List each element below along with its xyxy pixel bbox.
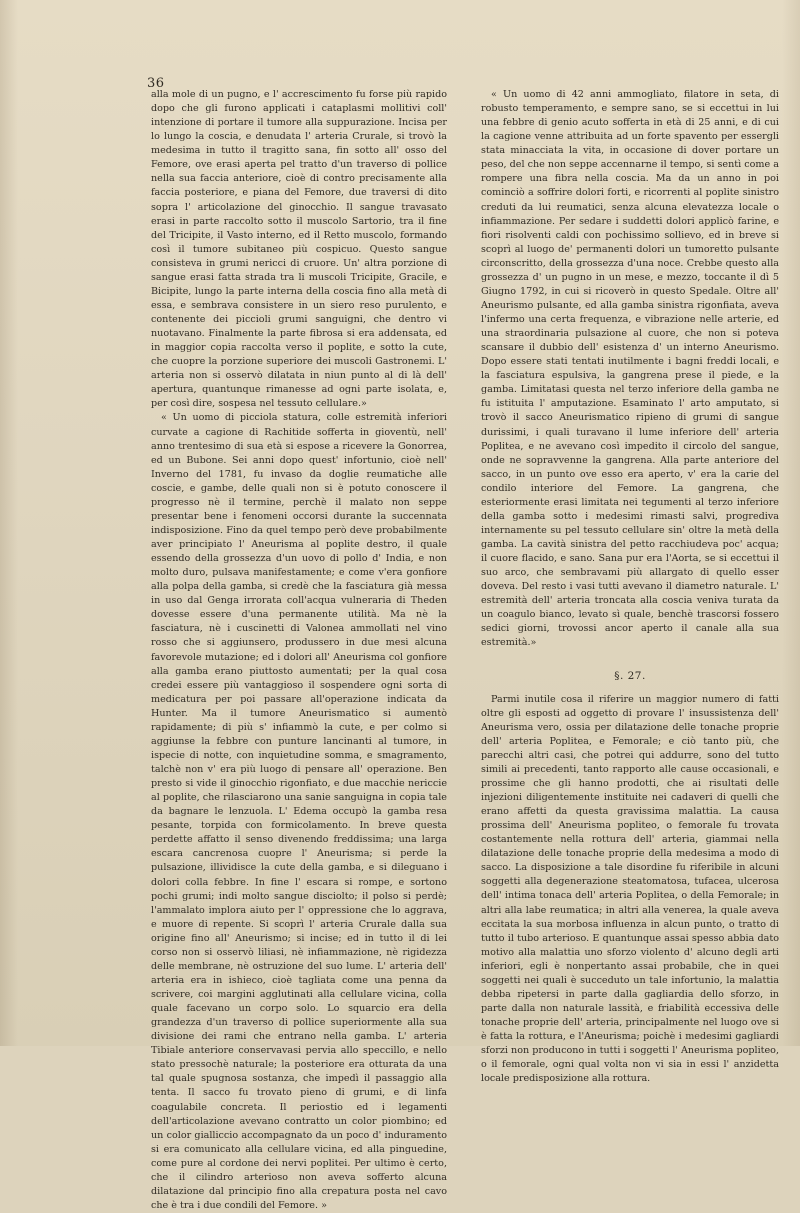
left-text-column <box>151 88 447 1213</box>
paragraph: Parmi inutile cosa il riferire un maggior numero di fatti oltre gli esposti ad oggetto di provare l' insussistenza dell' Aneurisma vero, ossia per dilatazione delle tonache proprie dell' arteria Poplitea, e Femorale; e ciò tanto più, che parecchi altri casi, che potrei qui addurre, sono del tutto simili ai precedenti, tanto rapporto alle cause occasionali, e prossime che gli hanno prodotti, che ai risultati delle injezioni diligentemente instituite nei cadaveri di quelli che erano affetti da questa gravissima malattia. La causa prossima dell' Aneurisma popliteo, o femorale fu trovata costantemente nella rottura dell' arteria, giammai nella dilatazione delle tonache proprie della medesima a modo di sacco. La disposizione a tale disordine fu riferibile in alcuni soggetti alla degenerazione steatomatosa, tufacea, ulcerosa dell' intima tonaca dell' arteria Poplitea, o della Femorale; in altri alla labe reumatica; in altri alla venerea, la quale aveva eccitata la sua morbosa influenza in alcun punto, o tratto di tutto il tubo arterioso. E quantunque assai spesso abbia dato motivo alla malattia uno sforzo violento d' alcuno degli arti inferiori, egli è nonpertanto assai probabile, che in quei soggetti nei quali è succeduto un tale infortunio, la malattia debba ripetersi in parte dalla gagliardia dello sforzo, in parte dalla non naturale lassità, e friabilità eccessiva delle tonache proprie dell' arteria, principalmente nel luogo ove si è fatta la rottura, e l'Aneurisma; poichè i medesimi gagliardi sforzi non producono in tutti i soggetti l' Aneurisma popliteo, o il femorale, ogni qual volta non vi sia in essi l' anzidetta locale predisposizione alla rottura. <box>481 693 779 1085</box>
page-number: 36 <box>147 76 165 91</box>
page-edge-shadow-left <box>0 0 18 1046</box>
paragraph: « Un uomo di picciola statura, colle estremità inferiori curvate a cagione di Rachitide sofferta in gioventù, nell' anno trentesimo di sua età si espose a ricevere la Gonorrea, ed un Bubone. Sei anni dopo quest' infortunio, cioè nell' Inverno del 1781, fu invaso da doglie reumatiche alle coscie, e gambe, delle quali non si è potuto conoscere il progresso nè il termine, perchè il malato non seppe presentar bene i fenomeni occorsi durante la succennata indisposizione. Fino da quel tempo però deve probabilmente aver principiato l' Aneurisma al poplite destro, il quale essendo della grossezza d'un uovo di pollo d' India, e non molto duro, pulsava manifestamente; e come v'era gonfiore alla polpa della gamba, si credè che la fasciatura già messa in uso dal Genga irrorata coll'acqua vulneraria di Theden dovesse essere d'una permanente utilità. Ma nè la fasciatura, nè i cuscinetti di Valonea ammollati nel vino rosso che si aggiunsero, produssero in due mesi alcuna favorevole mutazione; ed i dolori all' Aneurisma col gonfiore alla gamba erano piuttosto aumentati; per la qual cosa credei essere più vantaggioso il sospendere ogni sorta di medicatura per poi passare all'operazione indicata da Hunter. Ma il tumore Aneurismatico si aumentò rapidamente; di più s' infiammò la cute, e per colmo si aggiunse la febbre con punture lancinanti al tumore, in ispecie di notte, con inquietudine somma, e smagramento, talchè non v' era più luogo di pensare all' operazione. Ben presto si vide il ginocchio rigonfiato, e due macchie nericcie al poplite, che rilasciarono una sanie sanguigna in copia tale da bagnare le lenzuola. L' Edema occupò la gamba resa pesante, torpida con formicolamento. In breve questa perdette affatto il senso divenendo freddissima; una larga escara cancrenosa cuopre l' Aneurisma; si perde la pulsazione, illividisce la cute della gamba, e si dileguano i dolori colla febbre. In fine l' escara si rompe, e sortono pochi grumi; indi molto sangue disciolto; il polso si perdè; l'ammalato implora aiuto per l' oppressione che lo aggrava, e muore di repente. Si scoprì l' arteria Crurale dalla sua origine fino all' Aneurismo; si incise; ed in tutto il di lei corso non si osservò liliasi, nè infiammazione, nè rigidezza delle membrane, nè ostruzione del suo lume. L' arteria dell' arteria era in ishieco, cioè tagliata come una penna da scrivere, coi margini agglutinati alla cellulare vicina, colla quale facevano un corpo solo. Lo squarcio era della grandezza d'un traverso di pollice superiormente alla sua divisione dei rami che entrano nella gamba. L' arteria Tibiale anteriore conservavasi pervia allo speccillo, e nello stato pressochè naturale; la posteriore era otturata da una tal quale spugnosa sostanza, che impedì il passaggio alla tenta. Il sacco fu trovato pieno di grumi, e di linfa coagulabile concreta. Il periostio ed i legamenti dell'articolazione avevano contratto un color piombino; ed un color gialliccio accompagnato da un poco d' induramento si era comunicato alla cellulare vicina, ed alla pinguedine, come pure al cordone dei nervi poplitei. Per ultimo è certo, che il cilindro arterioso non aveva sofferto alcuna dilatazione dal principio fino alla crepatura posta nel cavo che è tra i due condili del Femore. » <box>151 412 447 1211</box>
right-text-column <box>481 88 779 1086</box>
paragraph: « Un uomo di 42 anni ammogliato, filatore in seta, di robusto temperamento, e sempre sano, se si eccettui in lui una febbre di genio acuto sofferta in età di 25 anni, e di cui la cagione venne attribuita ad un forte spavento per essergli stata minacciata la vita, in occasione di dover portare un peso, del che non seppe accennarne il tempo, si sentì come a rompere una fibra nella coscia. Ma da un anno in poi cominciò a soffrire dolori forti, e ricorrenti al poplite sinistro creduti da lui reumatici, senza alcuna elevatezza locale o infiammazione. Per sedare i suddetti dolori applicò farine, e fiori risolventi caldi con pochissimo sollievo, ed in breve si scoprì al luogo de' permanenti dolori un tumoretto pulsante circonscritto, della grossezza d'una noce. Crebbe questo alla grossezza d' un pugno in un mese, e mezzo, toccante il dì 5 Giugno 1792, in cui si ricoverò in questo Spedale. Oltre all' Aneurismo pulsante, ed alla gamba sinistra rigonfiata, aveva l'infermo una certa frequenza, e vibrazione nelle arterie, ed una straordinaria pulsazione al cuore, che non si poteva scansare il dubbio dell' esistenza d' un interno Aneurismo. Dopo essere stati tentati inutilmente i bagni freddi locali, e la fasciatura espulsiva, la gangrena prese il piede, e la gamba. Limitatasi questa nel terzo inferiore della gamba ne fu istituita l' amputazione. Esaminato l' arto amputato, si trovò il sacco Aneurismatico ripieno di grumi di sangue durissimi, i quali turavano il lume inferiore dell' arteria Poplitea, e ne avevano così impedito il circolo del sangue, onde ne sopravvenne la gangrena. Alla parte anteriore del sacco, in un punto ove esso era aperto, v' era la carie del condilo interiore del Femore. La gangrena, che esteriormente erasi limitata nei tegumenti al terzo inferiore della gamba sotto i medesimi rimasti salvi, progrediva internamente su pel tessuto cellulare sin' oltre la metà della gamba. La cavità sinistra del petto racchiudeva poc' acqua; il cuore flacido, e sano. Sana pur era l'Aorta, se si eccettui il suo arco, che sembravami più allargato di quello esser doveva. Del resto i vasi tutti avevano il diametro naturale. L' estremità dell' arteria troncata alla coscia veniva turata da un coagulo bianco, levato sì quale, benchè trascorsi fossero sedici giorni, trovossi ancor aperto il canale alla sua estremità.» <box>481 89 779 649</box>
paragraph: alla mole di un pugno, e l' accrescimento fu forse più rapido dopo che gli furono applicati i cataplasmi mollitivi coll' intenzione di portare il tumore alla suppurazione. Incisa per lo lungo la coscia, e denudata l' arteria Crurale, si trovò la medesima in tutto il tragitto sana, fin sotto all' osso del Femore, ove erasi aperta pel tratto d'un traverso di pollice nella sua faccia anteriore, cioè di contro precisamente alla faccia posteriore, e piana del Femore, due traversi di dito sopra l' articolazione del ginocchio. Il sangue travasato erasi in parte raccolto sotto il muscolo Sartorio, tra il fine del Tricipite, il Vasto interno, ed il Retto muscolo, formando così il tumore subitaneo più cospicuo. Questo sangue consisteva in grumi nericci di cruore. Un' altra porzione di sangue erasi fatta strada tra li muscoli Tricipite, Gracile, e Bicipite, lungo la parte interna della coscia fino alla metà di essa, e sembrava consistere in un siero reso purulento, e contenente dei piccioli grumi sanguigni, che dentro vi nuotavano. Finalmente la parte fibrosa si era addensata, ed in maggior copia raccolta verso il poplite, e sotto la cute, che cuopre la porzione superiore dei muscoli Gastronemi. L' arteria non si osservò dilatata in niun punto al di là dell' apertura, quantunque rimanesse ad ogni parte isolata, e, per così dire, sospesa nel tessuto cellulare.» <box>151 89 447 410</box>
page-edge-shadow-right <box>782 0 800 1046</box>
section-heading: §. 27. <box>614 669 646 682</box>
